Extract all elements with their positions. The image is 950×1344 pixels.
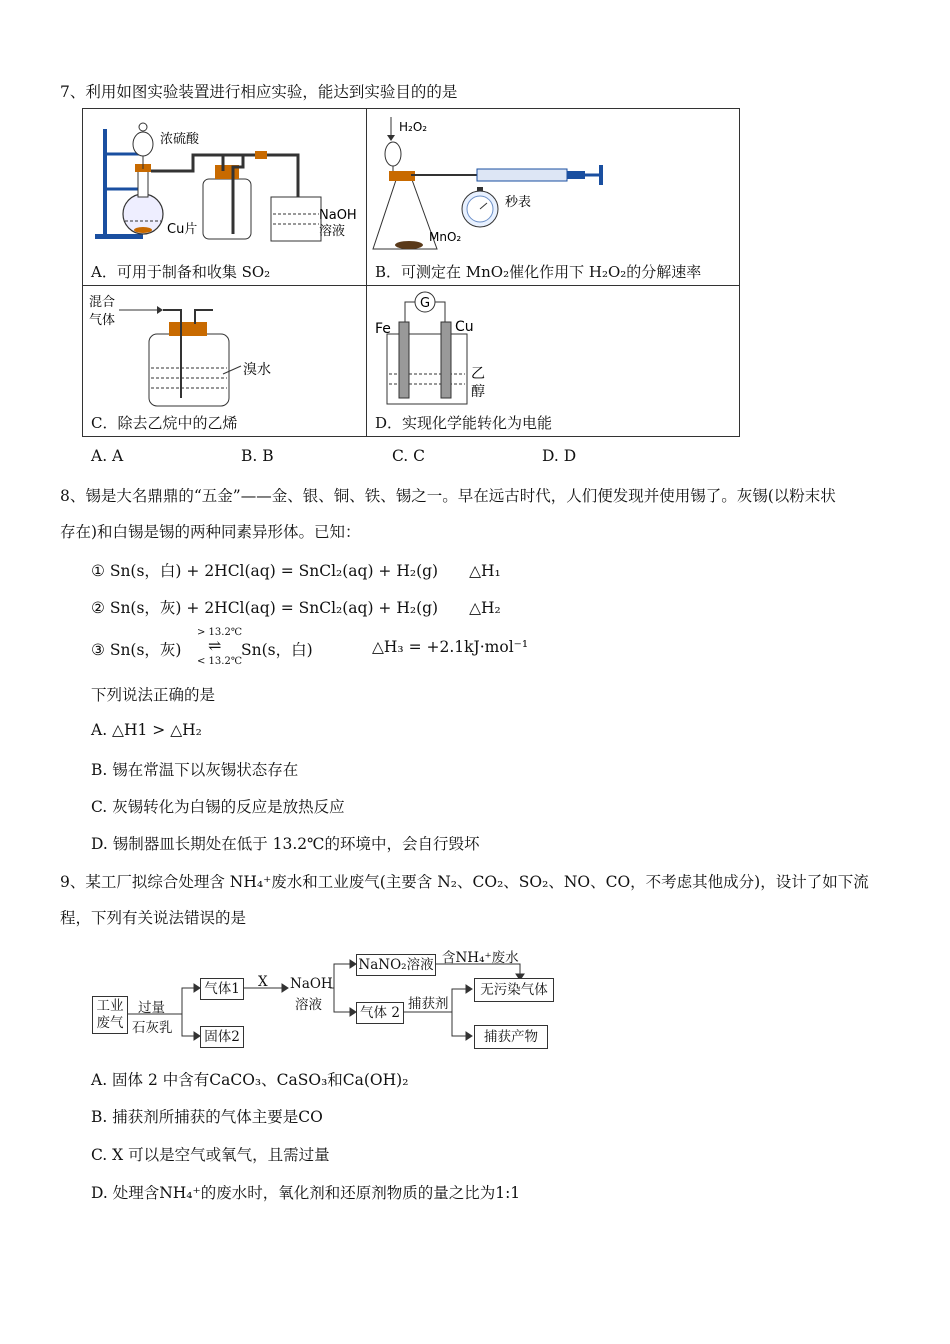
flow-gas-1: 气体1 xyxy=(200,978,244,1000)
q7-cell-d xyxy=(367,286,740,437)
q7-apparatus-b xyxy=(367,109,739,259)
q7-cell-a xyxy=(83,109,367,286)
flow-clean-gas: 无污染气体 xyxy=(474,978,554,1002)
q8-option-c[interactable]: C. 灰锡转化为白锡的反应是放热反应 xyxy=(91,798,345,816)
label-conc-acid: 浓硫酸 xyxy=(160,132,200,147)
label-cu: Cu xyxy=(455,319,474,335)
caption-d: D．实现化学能转化为电能 xyxy=(375,414,553,432)
q8-equation-2: ② Sn(s，灰) + 2HCl(aq) = SnCl₂(aq) + H₂(g) △H₂ xyxy=(91,599,501,617)
q8-equation-3-left: ③ Sn(s，灰) xyxy=(91,641,182,659)
apparatus-a-drawing xyxy=(83,109,366,259)
q8-option-b[interactable]: B. 锡在常温下以灰锡状态存在 xyxy=(91,761,299,779)
label-ethanol-1: 乙 xyxy=(471,366,485,382)
label-naoh-1: NaOH xyxy=(319,208,357,223)
label-h2o2: H₂O₂ xyxy=(399,120,428,134)
q8-equation-3-bottom-condition: < 13.2℃ xyxy=(197,656,243,667)
label-mno2: MnO₂ xyxy=(429,230,462,244)
q7-choice-b[interactable]: B. B xyxy=(241,447,274,465)
flow-x: X xyxy=(258,974,268,990)
q9-option-d[interactable]: D. 处理含NH₄⁺的废水时，氧化剂和还原剂物质的量之比为1:1 xyxy=(91,1184,521,1202)
q7-choice-c[interactable]: C. C xyxy=(392,447,426,465)
q7-cell-b xyxy=(367,109,740,286)
q7-apparatus-table xyxy=(82,108,740,437)
q7-apparatus-d xyxy=(367,286,739,410)
flow-waste-line2: 废气 xyxy=(96,1015,124,1031)
q8-stem-line1: 8、锡是大名鼎鼎的“五金”——金、银、铜、铁、锡之一。早在远古时代，人们便发现并使用锡了。灰锡(以粉末状 xyxy=(60,487,836,505)
caption-a: A．可用于制备和收集 SO₂ xyxy=(91,263,271,281)
apparatus-c-drawing xyxy=(83,286,366,410)
flow-lime-bottom: 石灰乳 xyxy=(132,1020,173,1036)
flow-industrial-waste-gas xyxy=(92,996,128,1034)
q9-stem-line1: 9、某工厂拟综合处理含 NH₄⁺废水和工业废气(主要含 N₂、CO₂、SO₂、NO、CO，不考虑其他成分)，设计了如下流 xyxy=(60,873,869,891)
label-cu-sheet: Cu片 xyxy=(167,222,198,237)
q8-prompt: 下列说法正确的是 xyxy=(91,686,216,704)
q7-apparatus-c xyxy=(83,286,366,410)
q9-option-b[interactable]: B. 捕获剂所捕获的气体主要是CO xyxy=(91,1108,323,1126)
apparatus-b-drawing xyxy=(367,109,739,259)
q8-stem-line2: 存在)和白锡是锡的两种同素异形体。已知： xyxy=(60,523,361,541)
q8-equation-3-top-condition: > 13.2℃ xyxy=(197,627,243,638)
flow-nano2-solution: NaNO₂溶液 xyxy=(356,954,436,976)
q7-cell-c xyxy=(83,286,367,437)
flow-solid-2: 固体2 xyxy=(200,1026,244,1048)
apparatus-d-drawing xyxy=(367,286,739,410)
flow-waste-line1: 工业 xyxy=(96,998,124,1014)
q8-option-a[interactable]: A. △H1 > △H₂ xyxy=(91,721,202,739)
q8-equation-1: ① Sn(s，白) + 2HCl(aq) = SnCl₂(aq) + H₂(g) △H₁ xyxy=(91,562,501,580)
q8-equation-3-right: Sn(s，白) xyxy=(241,641,313,659)
q7-apparatus-a xyxy=(83,109,366,259)
galvanometer-label: G xyxy=(420,296,431,311)
label-timer: 秒表 xyxy=(505,195,532,210)
flow-naoh-1: NaOH xyxy=(290,976,333,992)
flow-naoh-2: 溶液 xyxy=(295,997,322,1013)
caption-b: B．可测定在 MnO₂催化作用下 H₂O₂的分解速率 xyxy=(375,263,702,281)
label-mixed-gas-1: 混合 xyxy=(89,295,116,310)
flow-capture-agent: 捕获剂 xyxy=(408,996,449,1012)
label-naoh-2: 溶液 xyxy=(319,224,346,239)
q7-choice-a[interactable]: A. A xyxy=(91,447,124,465)
q9-flowchart xyxy=(90,944,560,1056)
label-bromine-water: 溴水 xyxy=(243,362,271,378)
q9-option-a[interactable]: A. 固体 2 中含有CaCO₃、CaSO₃和Ca(OH)₂ xyxy=(91,1071,409,1089)
label-ethanol-2: 醇 xyxy=(471,384,485,400)
caption-c: C．除去乙烷中的乙烯 xyxy=(91,414,238,432)
q7-choice-d[interactable]: D. D xyxy=(542,447,577,465)
flow-lime-top: 过量 xyxy=(138,1000,165,1016)
label-fe: Fe xyxy=(375,321,391,337)
flow-gas-2: 气体 2 xyxy=(356,1002,404,1024)
q8-equation-3-enthalpy: △H₃ = +2.1kJ·mol⁻¹ xyxy=(372,638,529,656)
flow-capture-product: 捕获产物 xyxy=(474,1025,548,1049)
q7-stem: 7、利用如图实验装置进行相应实验，能达到实验目的的是 xyxy=(60,83,458,101)
label-mixed-gas-2: 气体 xyxy=(89,313,116,328)
q8-equation-3-arrow: ⇌ xyxy=(208,636,222,655)
flow-nh4-wastewater: 含NH₄⁺废水 xyxy=(442,950,519,966)
q9-option-c[interactable]: C. X 可以是空气或氧气，且需过量 xyxy=(91,1146,330,1164)
q9-stem-line2: 程，下列有关说法错误的是 xyxy=(60,909,247,927)
q8-option-d[interactable]: D. 锡制器皿长期处在低于 13.2℃的环境中，会自行毁坏 xyxy=(91,835,480,853)
